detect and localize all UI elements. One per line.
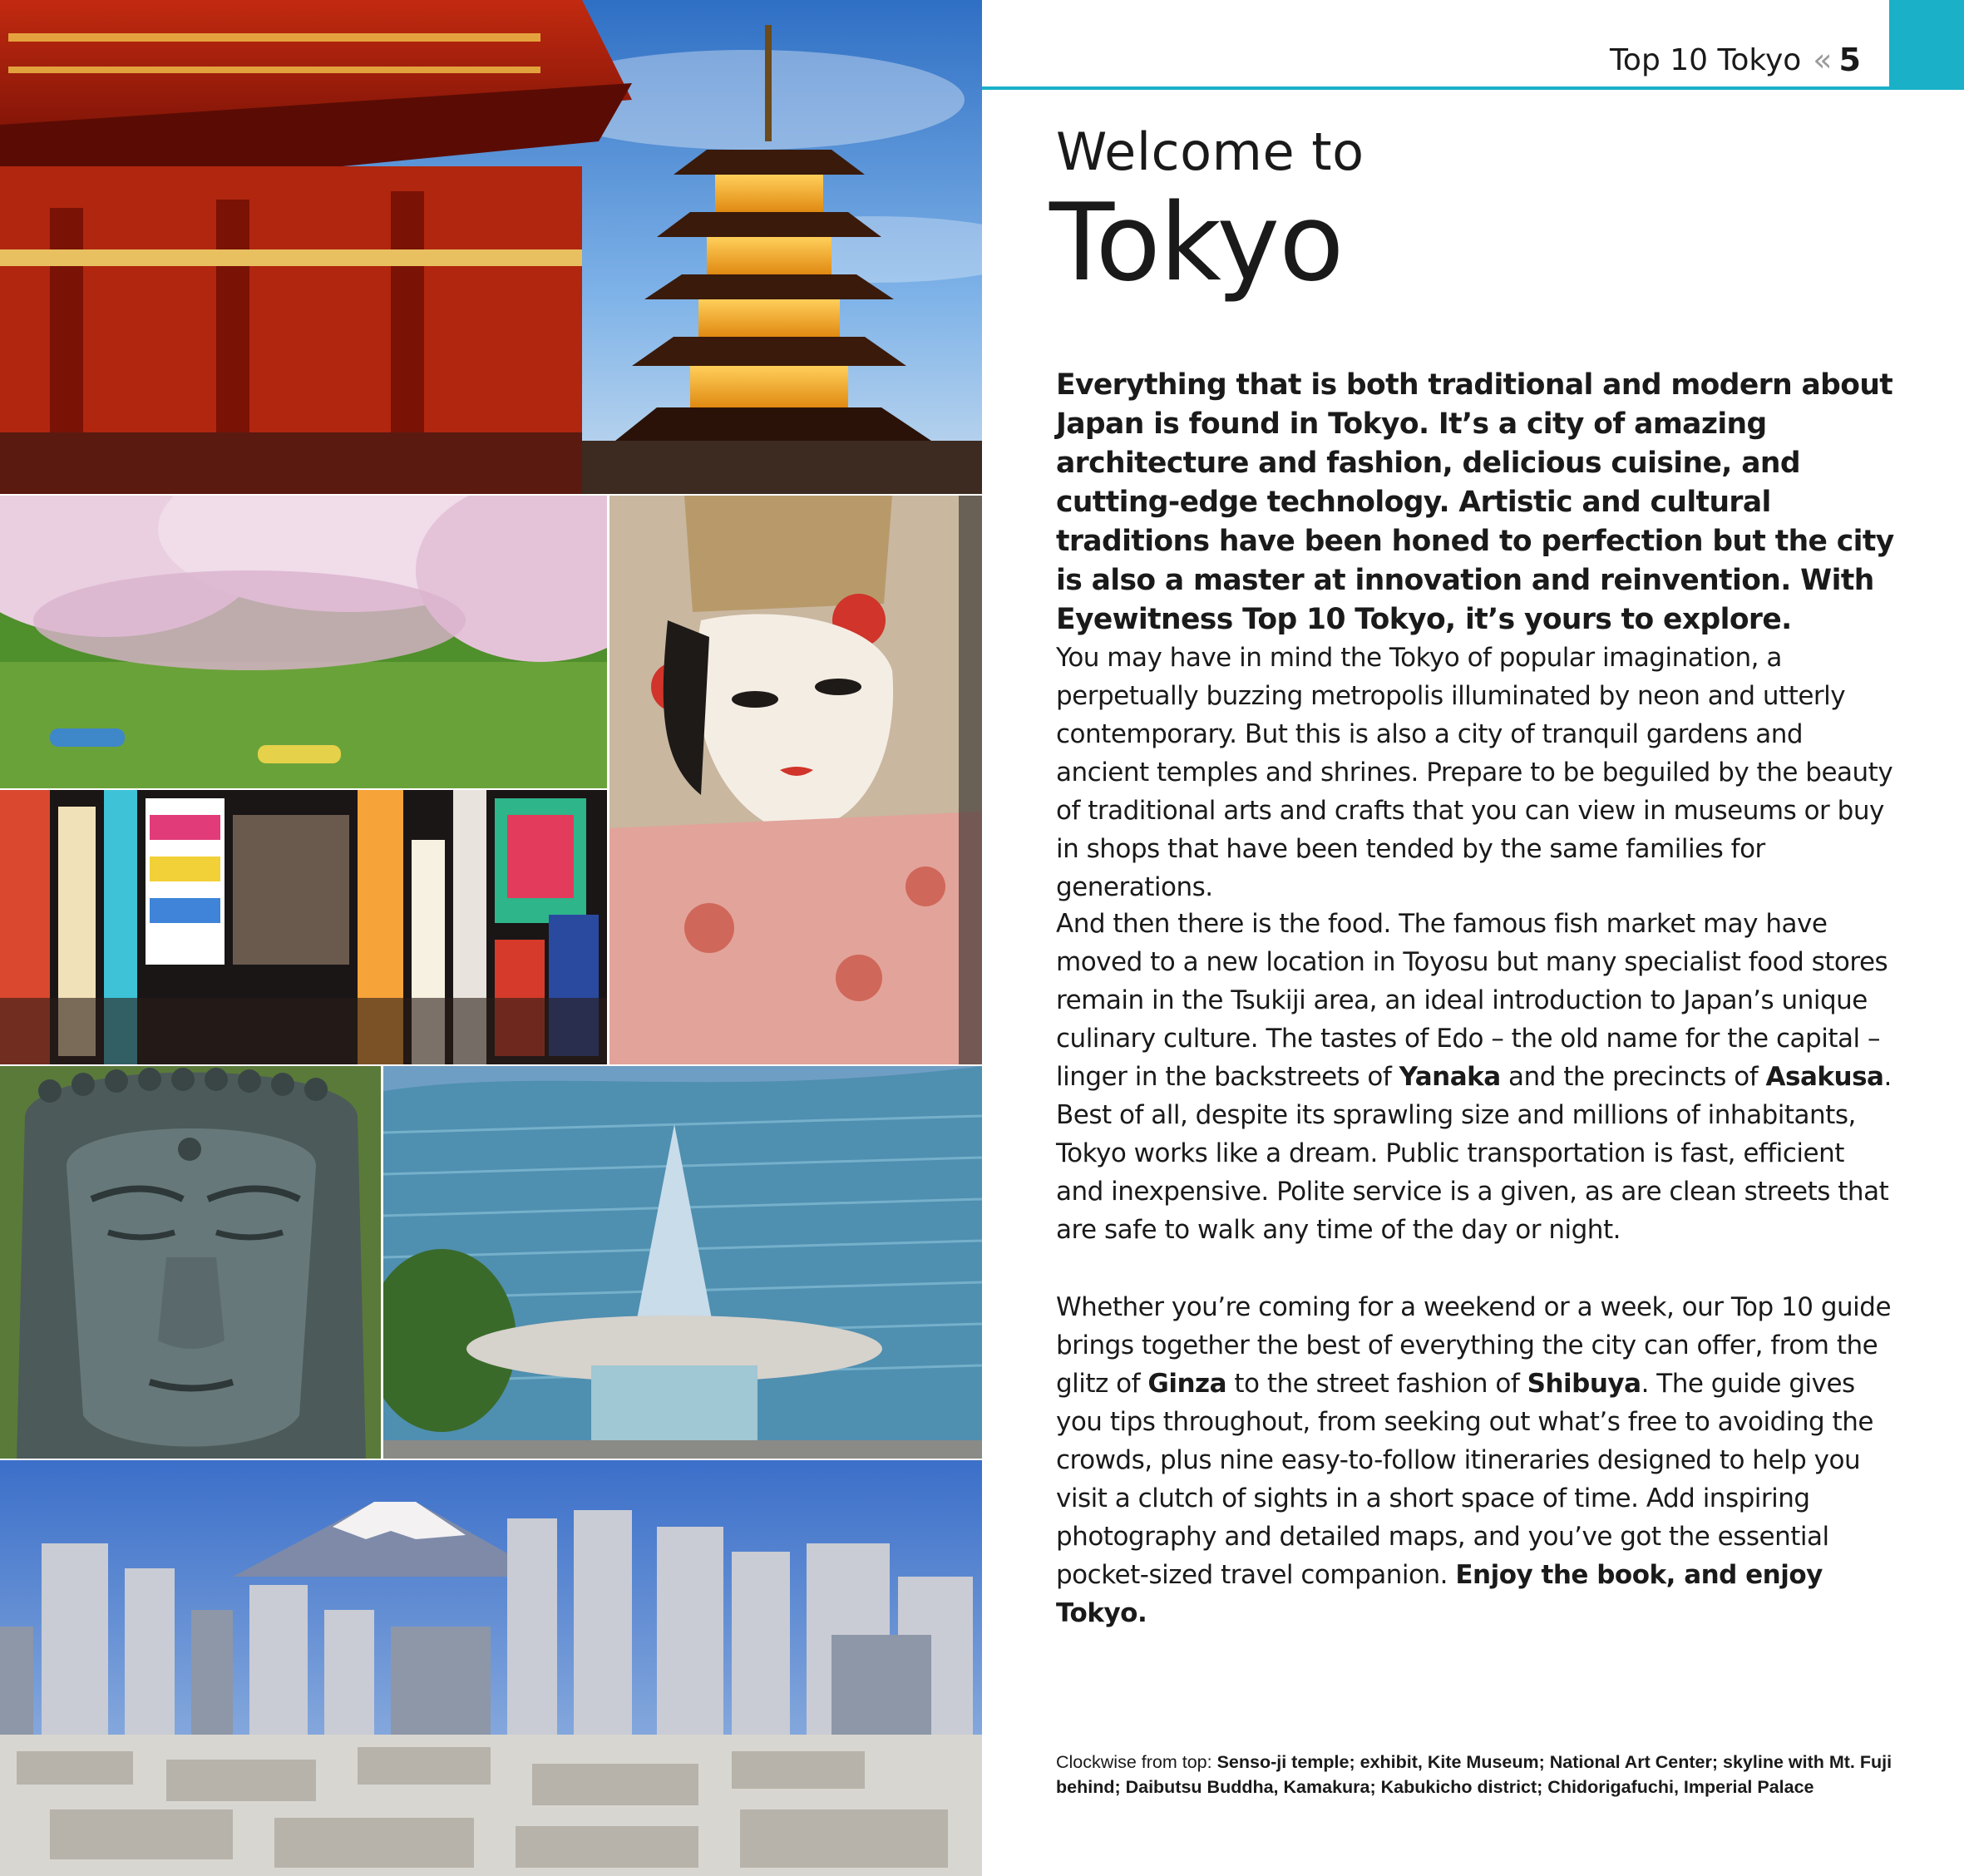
running-head [1610, 42, 1861, 78]
collage-gutter [381, 1066, 383, 1460]
collage-gutter [607, 496, 609, 1066]
place-shibuya: Shibuya [1527, 1369, 1641, 1399]
photo-daibutsu-buddha [0, 1066, 383, 1460]
place-asakusa: Asakusa [1765, 1062, 1884, 1092]
text-run: . Best of all, despite its sprawling size and millions of inhabitants, Tokyo works like a dream. Public transportation is fast, efficient and inexpensive. Polite service is a given, as are clean streets that are safe to walk any time of the day or night. [1056, 1062, 1892, 1245]
body-paragraph-2 [1056, 905, 1896, 1249]
photo-chidorigafuchi [0, 496, 609, 790]
photo-caption [1056, 1750, 1896, 1799]
header-rule [982, 86, 1964, 90]
running-title: Top 10 Tokyo [1610, 42, 1802, 77]
collage-gutter [0, 1459, 982, 1460]
text-run: . The guide gives you tips throughout, from seeking out what’s free to avoiding the crowds, plus nine easy-to-follow itineraries designed to help you visit a clutch of sights in a short space of time. Add inspiring photography and detailed maps, and you’ve got the essential pocket-sized travel companion. [1056, 1369, 1873, 1590]
place-ginza: Ginza [1147, 1369, 1227, 1399]
collage-gutter [0, 494, 982, 496]
place-yanaka: Yanaka [1399, 1062, 1501, 1092]
body-paragraph-1: You may have in mind the Tokyo of popular imagination, a perpetually buzzing metropolis illuminated by neon and utterly contemporary. But this is also a city of tranquil gardens and ancient temples and shrines. Prepare to be beguiled by the beauty of traditional arts and crafts that you can view in museums or buy in shops that have been tended by the same families for generations. [1056, 643, 1893, 902]
collage-gutter [0, 788, 609, 790]
photo-kabukicho [0, 790, 609, 1066]
body-paragraph-3 [1056, 1288, 1896, 1632]
header-tab [1889, 0, 1964, 90]
intro-paragraph: Everything that is both traditional and modern about Japan is found in Tokyo. It’s a city of amazing architecture and fashion, delicious cuisine, and cutting-edge technology. Artistic and cultural traditions have been honed to perfection but the city is also a master at innovation and reinvention. With Eyewitness Top 10 Tokyo, it’s yours to explore. [1056, 368, 1894, 636]
caption-items: Senso-ji temple; exhibit, Kite Museum; National Art Center; skyline with Mt. Fuji behind; Daibutsu Buddha, Kamakura; Kabukicho district; Chidorigafuchi, Imperial Palace [1056, 1752, 1892, 1797]
photo-national-art-center [383, 1066, 982, 1460]
chevron-left-icon: « [1813, 42, 1828, 78]
page-number: 5 [1838, 42, 1861, 78]
closing-line: Enjoy the book, and enjoy Tokyo. [1056, 1560, 1823, 1628]
text-run: Whether you’re coming for a weekend or a week, our Top 10 guide brings together the best of everything the city can offer, from the glitz of [1056, 1292, 1892, 1399]
photo-kite-museum [609, 496, 982, 1066]
photo-sensoji-temple [0, 0, 982, 496]
caption-lead: Clockwise from top: [1056, 1752, 1217, 1772]
collage-gutter [0, 1064, 982, 1066]
text-run: And then there is the food. The famous fish market may have moved to a new location in Toyosu but many specialist food stores remain in the Tsukiji area, an ideal introduction to Japan’s unique culinary culture. The tastes of Edo – the old name for the capital – linger in the backstreets of [1056, 909, 1888, 1092]
text-run: to the street fashion of [1226, 1369, 1527, 1399]
page-title: Tokyo [1049, 181, 1344, 305]
welcome-heading: Welcome to [1056, 121, 1364, 182]
photo-skyline-mt-fuji [0, 1460, 982, 1876]
text-run: and the precincts of [1500, 1062, 1766, 1092]
